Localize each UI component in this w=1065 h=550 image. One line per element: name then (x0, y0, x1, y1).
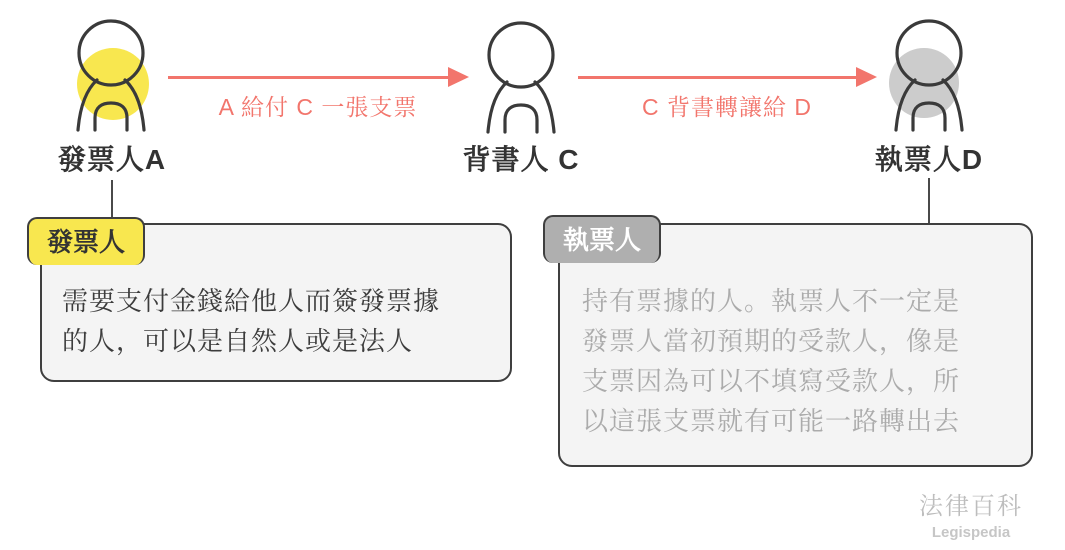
text-line: 的人，可以是自然人或是法人 (62, 326, 414, 356)
arrowhead-a-to-c (448, 67, 469, 87)
text-line: 以這張支票就有可能一路轉出去 (582, 406, 961, 436)
arrow-c-to-d (578, 76, 858, 79)
text-line: 持有票據的人。執票人不一定是 (582, 286, 961, 316)
arrow-label-c-to-d: C 背書轉讓給 D (642, 94, 812, 120)
callout-holder (558, 223, 1033, 467)
watermark (901, 486, 1041, 541)
person-figure-endorser (474, 16, 570, 140)
callout-body-holder (582, 281, 960, 441)
text-line: 發票人當初預期的受款人，像是 (582, 326, 961, 356)
person-icon (882, 14, 978, 138)
figure-label-drawer: 發票人A (57, 144, 167, 175)
arrow-label-a-to-c: A 給付 C 一張支票 (218, 94, 418, 120)
arrowhead-c-to-d (856, 67, 877, 87)
watermark-subtitle: Legispedia (931, 524, 1011, 541)
connector-line-drawer (111, 180, 113, 218)
figure-label-endorser: 背書人 C (462, 144, 580, 175)
callout-tag-drawer: 發票人 (27, 217, 145, 265)
person-figure-drawer (64, 14, 160, 138)
text-line: 支票因為可以不填寫受款人，所 (582, 366, 961, 396)
person-figure-holder (882, 14, 978, 138)
callout-drawer (40, 223, 512, 382)
callout-body-drawer (62, 281, 440, 361)
figure-label-holder: 執票人D (874, 144, 984, 175)
text-line: 需要支付金錢給他人而簽發票據 (62, 286, 441, 316)
person-icon (474, 16, 570, 140)
person-icon (64, 14, 160, 138)
connector-line-holder (928, 178, 930, 224)
callout-tag-holder: 執票人 (543, 215, 661, 263)
arrow-a-to-c (168, 76, 450, 79)
watermark-title: 法律百科 (919, 493, 1023, 520)
